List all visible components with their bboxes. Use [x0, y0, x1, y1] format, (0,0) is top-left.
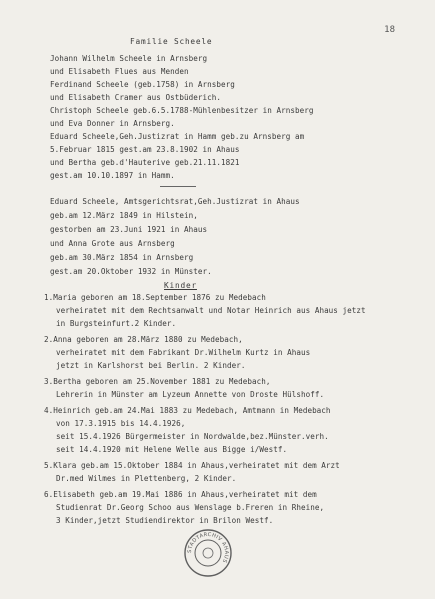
parent-line: und Anna Grote aus Arnsberg [50, 239, 175, 248]
child-entry: 5.Klara geb.am 15.Oktober 1884 in Ahaus,verheiratet mit dem Arzt [44, 461, 340, 470]
ancestor-line: und Elisabeth Cramer aus Ostbüderich. [50, 93, 222, 102]
ancestor-line: Eduard Scheele,Geh.Justizrat in Hamm geb.zu Arnsberg am [50, 132, 305, 141]
ancestor-line: gest.am 10.10.1897 in Hamm. [50, 171, 175, 180]
child-entry-continuation: verheiratet mit dem Fabrikant Dr.Wilhelm Kurtz in Ahaus [56, 348, 311, 357]
child-entry: 4.Heinrich geb.am 24.Mai 1883 zu Medebach, Amtmann in Medebach [44, 406, 331, 415]
parent-line: geb.am 30.März 1854 in Arnsberg [50, 253, 194, 262]
ancestor-line: und Bertha geb.d'Hauterive geb.21.11.1821 [50, 158, 240, 167]
child-entry-continuation: von 17.3.1915 bis 14.4.1926, [56, 419, 186, 428]
child-entry-continuation: Studienrat Dr.Georg Schoo aus Wenslage b.Freren in Rheine, [56, 503, 325, 512]
children-heading: Kinder [164, 281, 197, 290]
child-entry-continuation: seit 14.4.1920 mit Helene Welle aus Bigge i/Westf. [56, 445, 288, 454]
ancestor-line: und Eva Donner in Arnsberg. [50, 119, 175, 128]
child-entry: 6.Elisabeth geb.am 19.Mai 1886 in Ahaus,verheiratet mit dem [44, 490, 317, 499]
document-title: Familie Scheele [130, 37, 213, 46]
child-entry-continuation: in Burgsteinfurt.2 Kinder. [56, 319, 177, 328]
svg-text:STADTARCHIV AHAUS: STADTARCHIV AHAUS [186, 531, 230, 564]
child-entry-continuation: jetzt in Karlshorst bei Berlin. 2 Kinder. [56, 361, 246, 370]
child-entry-continuation: 3 Kinder,jetzt Studiendirektor in Brilon Westf. [56, 516, 274, 525]
archive-stamp [183, 528, 233, 578]
page-number: 18 [384, 25, 395, 35]
ancestor-line: 5.Februar 1815 gest.am 23.8.1902 in Ahaus [50, 145, 240, 154]
ancestor-line: und Elisabeth Flues aus Menden [50, 67, 189, 76]
ancestor-line: Christoph Scheele geb.6.5.1788-Mühlenbesitzer in Arnsberg [50, 106, 314, 115]
ancestor-line: Johann Wilhelm Scheele in Arnsberg [50, 54, 208, 63]
child-entry-continuation: seit 15.4.1926 Bürgermeister in Nordwalde,bez.Münster.verh. [56, 432, 329, 441]
child-entry: 3.Bertha geboren am 25.November 1881 zu Medebach, [44, 377, 271, 386]
parent-line: gest.am 20.Oktober 1932 in Münster. [50, 267, 212, 276]
child-entry-continuation: verheiratet mit dem Rechtsanwalt und Notar Heinrich aus Ahaus jetzt [56, 306, 366, 315]
child-entry: 1.Maria geboren am 18.September 1876 zu Medebach [44, 293, 266, 302]
parent-line: gestorben am 23.Juni 1921 in Ahaus [50, 225, 208, 234]
section-divider [160, 186, 196, 187]
parent-line: Eduard Scheele, Amtsgerichtsrat,Geh.Justizrat in Ahaus [50, 197, 300, 206]
parent-line: geb.am 12.März 1849 in Hilstein, [50, 211, 198, 220]
child-entry: 2.Anna geboren am 28.März 1880 zu Medebach, [44, 335, 243, 344]
ancestor-line: Ferdinand Scheele (geb.1758) in Arnsberg [50, 80, 235, 89]
child-entry-continuation: Lehrerin in Münster am Lyzeum Annette von Droste Hülshoff. [56, 390, 325, 399]
child-entry-continuation: Dr.med Wilmes in Plettenberg, 2 Kinder. [56, 474, 237, 483]
